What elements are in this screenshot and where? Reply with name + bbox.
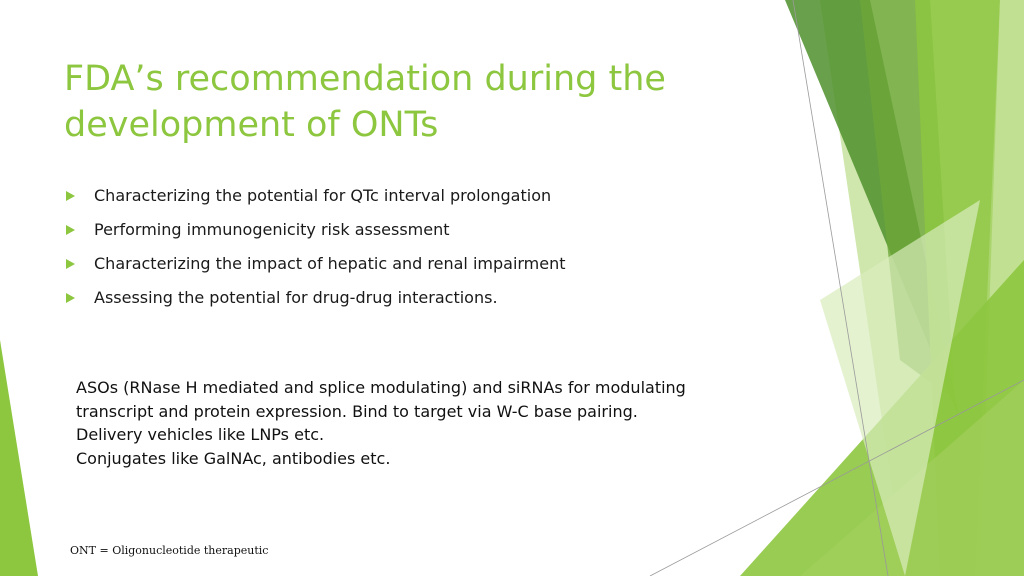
bullet-item (64, 184, 744, 218)
bullet-text: Performing immunogenicity risk assessment (94, 220, 450, 239)
bullet-text: Characterizing the potential for QTc interval prolongation (94, 186, 552, 205)
notes-line: ASOs (RNase H mediated and splice modulating) and siRNAs for modulating (76, 378, 686, 397)
left-edge-shape (0, 340, 38, 576)
bullet-item (64, 218, 744, 252)
slide-title (64, 56, 764, 148)
notes-line: Delivery vehicles like LNPs etc. (76, 425, 325, 444)
bullet-arrow-icon (66, 225, 75, 235)
footnote: ONT = Oligonucleotide therapeutic (70, 544, 269, 557)
title-line-2: development of ONTs (64, 105, 439, 145)
bullet-item (64, 252, 744, 286)
bullet-arrow-icon (66, 191, 75, 201)
notes-text-box (76, 376, 736, 470)
bullet-text: Assessing the potential for drug-drug interactions. (94, 288, 498, 307)
bullet-text: Characterizing the impact of hepatic and renal impairment (94, 254, 566, 273)
notes-line: Conjugates like GalNAc, antibodies etc. (76, 448, 391, 468)
bullet-arrow-icon (66, 293, 75, 303)
title-line-1: FDA’s recommendation during the (64, 59, 666, 99)
bullet-item (64, 286, 744, 320)
bullet-arrow-icon (66, 259, 75, 269)
notes-line: transcript and protein expression. Bind to target via W-C base pairing. (76, 401, 638, 421)
bullet-list (64, 184, 744, 320)
